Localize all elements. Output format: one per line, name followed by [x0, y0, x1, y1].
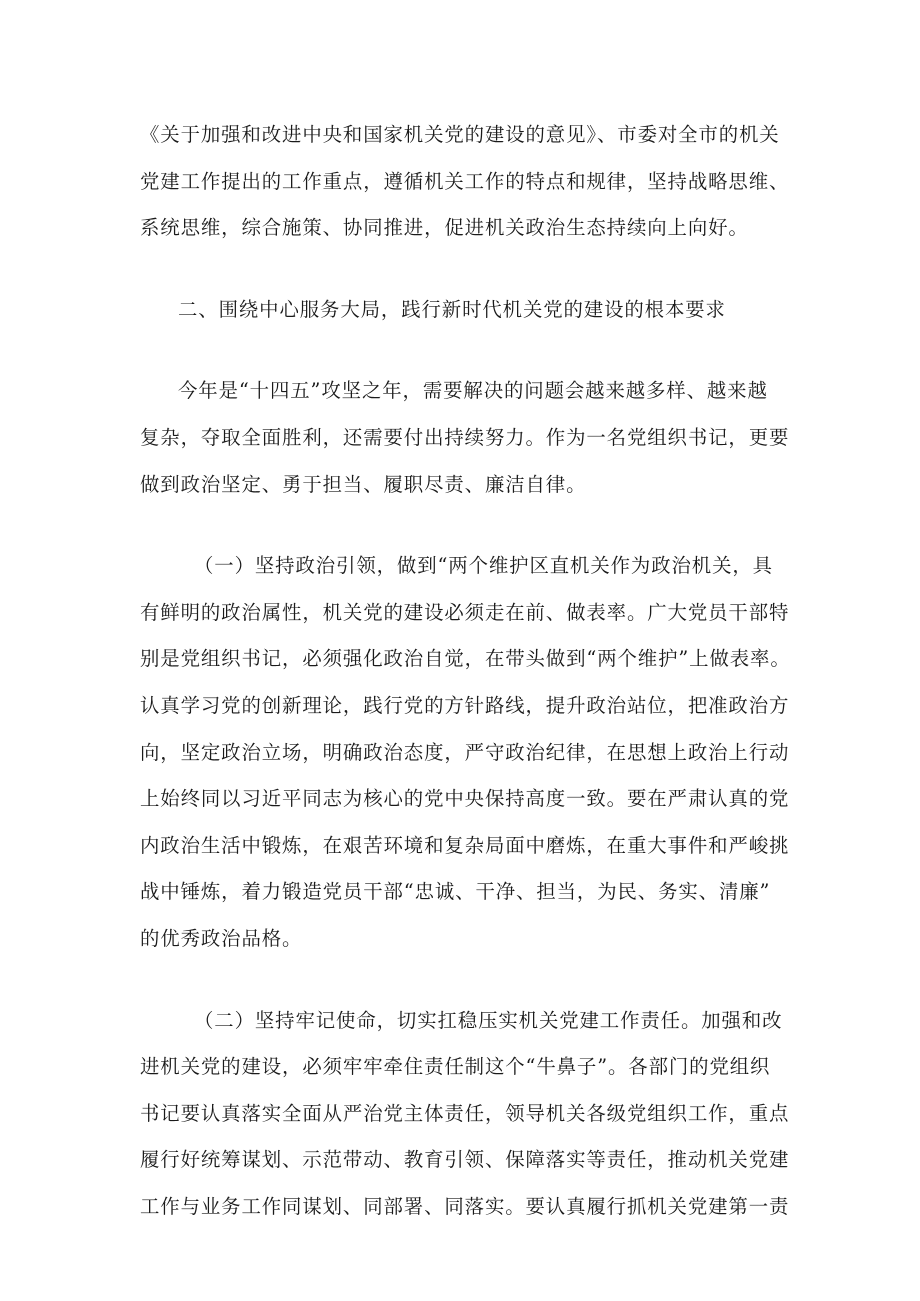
paragraph-gap	[140, 333, 790, 368]
text-line: 有鲜明的政治属性，机关党的建设必须走在前、做表率。广大党员干部特	[140, 600, 790, 624]
paragraph-gap	[140, 508, 790, 543]
paragraph-intro	[140, 368, 790, 508]
text-line: 认真学习党的创新理论，践行党的方针路线，提升政治站位，把准政治方	[140, 693, 790, 717]
text-line: 做到政治坚定、勇于担当、履职尽责、廉洁自律。	[140, 472, 587, 496]
text-line: 上始终同以习近平同志为核心的党中央保持高度一致。要在严肃认真的党	[140, 787, 790, 811]
text-line: 工作与业务工作同谋划、同部署、同落实。要认真履行抓机关党建第一责	[140, 1194, 790, 1218]
text-line: 的优秀政治品格。	[140, 926, 303, 950]
text-line: （一）坚持政治引领，做到“两个维护区直机关作为政治机关，具	[194, 554, 773, 578]
section-heading-2	[140, 287, 790, 334]
paragraph-point-1	[140, 543, 790, 962]
paragraph-gap	[140, 963, 790, 998]
paragraph-opening	[140, 112, 790, 252]
text-line: 复杂，夺取全面胜利，还需要付出持续努力。作为一名党组织书记，更要	[140, 425, 790, 449]
text-line: 系统思维，综合施策、协同推进，促进机关政治生态持续向上向好。	[140, 216, 749, 240]
text-line: （二）坚持牢记使命，切实扛稳压实机关党建工作责任。加强和改	[194, 1008, 783, 1032]
heading-text: 二、围绕中心服务大局，践行新时代机关党的建设的根本要求	[178, 297, 726, 321]
text-line: 战中锤炼，着力锻造党员干部“忠诚、干净、担当，为民、务实、清廉”	[140, 880, 771, 904]
text-line: 别是党组织书记，必须强化政治自觉，在带头做到“两个维护”上做表率。	[140, 647, 791, 671]
text-line: 党建工作提出的工作重点，遵循机关工作的特点和规律，坚持战略思维、	[140, 169, 790, 193]
text-line: 向，坚定政治立场，明确政治态度，严守政治纪律，在思想上政治上行动	[140, 740, 790, 764]
text-line: 内政治生活中锻炼，在艰苦环境和复杂局面中磨炼，在重大事件和严峻挑	[140, 833, 790, 857]
text-line: 今年是“十四五”攻坚之年，需要解决的问题会越来越多样、越来越	[178, 379, 768, 403]
text-line: 书记要认真落实全面从严治党主体责任，领导机关各级党组织工作，重点	[140, 1101, 790, 1125]
text-line: 履行好统筹谋划、示范带动、教育引领、保障落实等责任，推动机关党建	[140, 1148, 790, 1172]
document-body	[140, 112, 790, 1230]
text-line: 《关于加强和改进中央和国家机关党的建设的意见》、市委对全市的机关	[140, 123, 780, 146]
paragraph-gap	[140, 252, 790, 287]
paragraph-point-2	[140, 998, 790, 1231]
text-line: 进机关党的建设，必须牢牢牵住责任制这个“牛鼻子”。各部门的党组织	[140, 1055, 771, 1079]
